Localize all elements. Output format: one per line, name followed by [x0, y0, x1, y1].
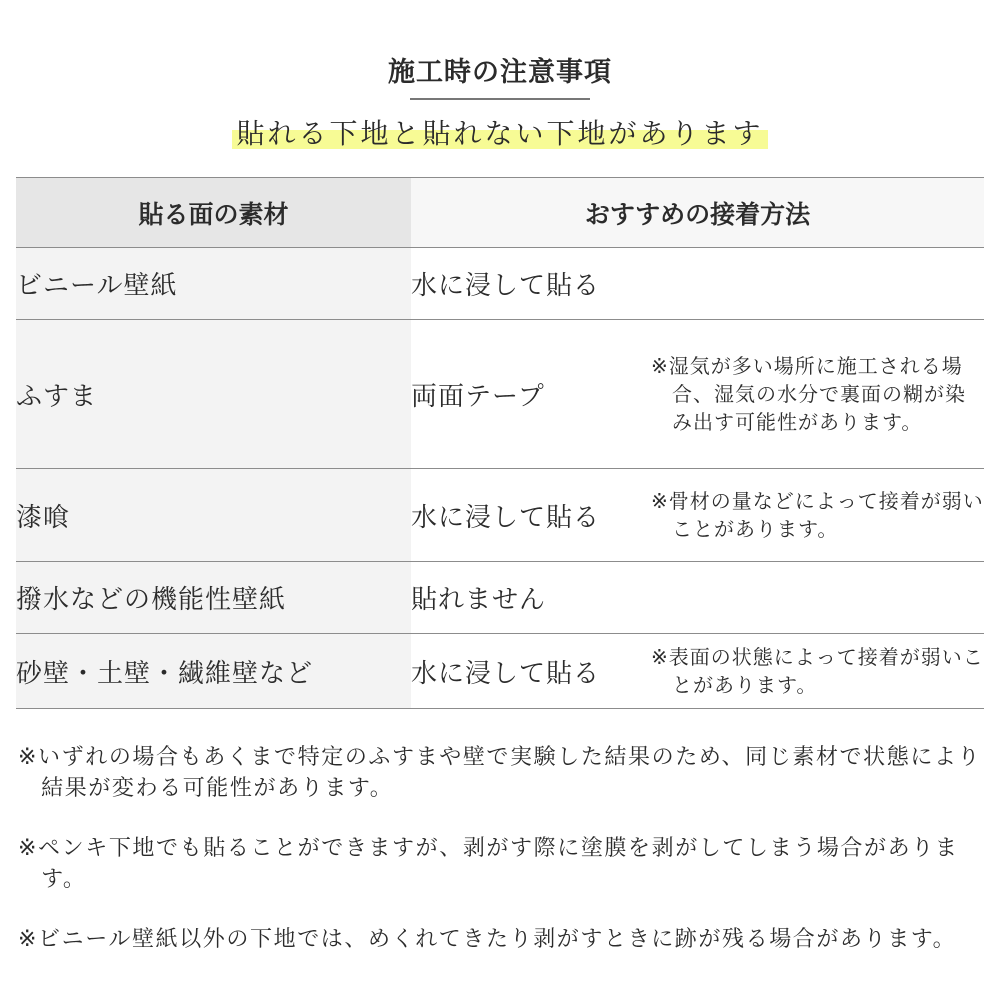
method-cell	[411, 634, 984, 709]
method-text: 両面テープ	[411, 381, 545, 412]
page-title: 施工時の注意事項	[388, 57, 612, 88]
method-text: 貼れません	[411, 585, 547, 615]
method-note: ※湿気が多い場所に施工される場合、湿気の水分で裏面の糊が染み出す可能性があります。	[651, 354, 966, 434]
table-header-row	[16, 178, 984, 248]
table-row	[16, 320, 984, 469]
table-row	[16, 248, 984, 320]
table-row	[16, 562, 984, 634]
material-cell: ビニール壁紙	[16, 248, 411, 320]
adhesion-table	[16, 177, 984, 709]
method-text: 水に浸して貼る	[411, 658, 601, 689]
material-cell: 砂壁・土壁・繊維壁など	[16, 634, 411, 709]
subtitle-wrap	[0, 112, 1000, 152]
subtitle-highlight: 貼れる下地と貼れない下地があります	[232, 112, 767, 152]
method-cell	[411, 248, 984, 320]
header-method: おすすめの接着方法	[411, 178, 984, 248]
method-cell	[411, 469, 984, 562]
table-row	[16, 634, 984, 709]
method-cell	[411, 562, 984, 634]
footnote: ※ビニール壁紙以外の下地では、めくれてきたり剥がすときに跡が残る場合があります。	[18, 927, 957, 952]
title-divider	[410, 98, 590, 100]
method-note: ※骨材の量などによって接着が弱いことがあります。	[651, 489, 984, 541]
material-cell: ふすま	[16, 320, 411, 469]
table-row	[16, 469, 984, 562]
method-text: 水に浸して貼る	[411, 271, 601, 301]
material-cell: 撥水などの機能性壁紙	[16, 562, 411, 634]
method-cell	[411, 320, 984, 469]
method-note: ※表面の状態によって接着が弱いことがあります。	[651, 645, 984, 697]
material-cell: 漆喰	[16, 469, 411, 562]
footnote: ※ペンキ下地でも貼ることができますが、剥がす際に塗膜を剥がしてしまう場合があります。	[18, 836, 959, 892]
header-material: 貼る面の素材	[16, 178, 411, 248]
footnotes	[18, 742, 984, 984]
footnote: ※いずれの場合もあくまで特定のふすまや壁で実験した結果のため、同じ素材で状態により結果が変わる可能性があります。	[18, 745, 982, 801]
method-text: 水に浸して貼る	[411, 502, 601, 533]
